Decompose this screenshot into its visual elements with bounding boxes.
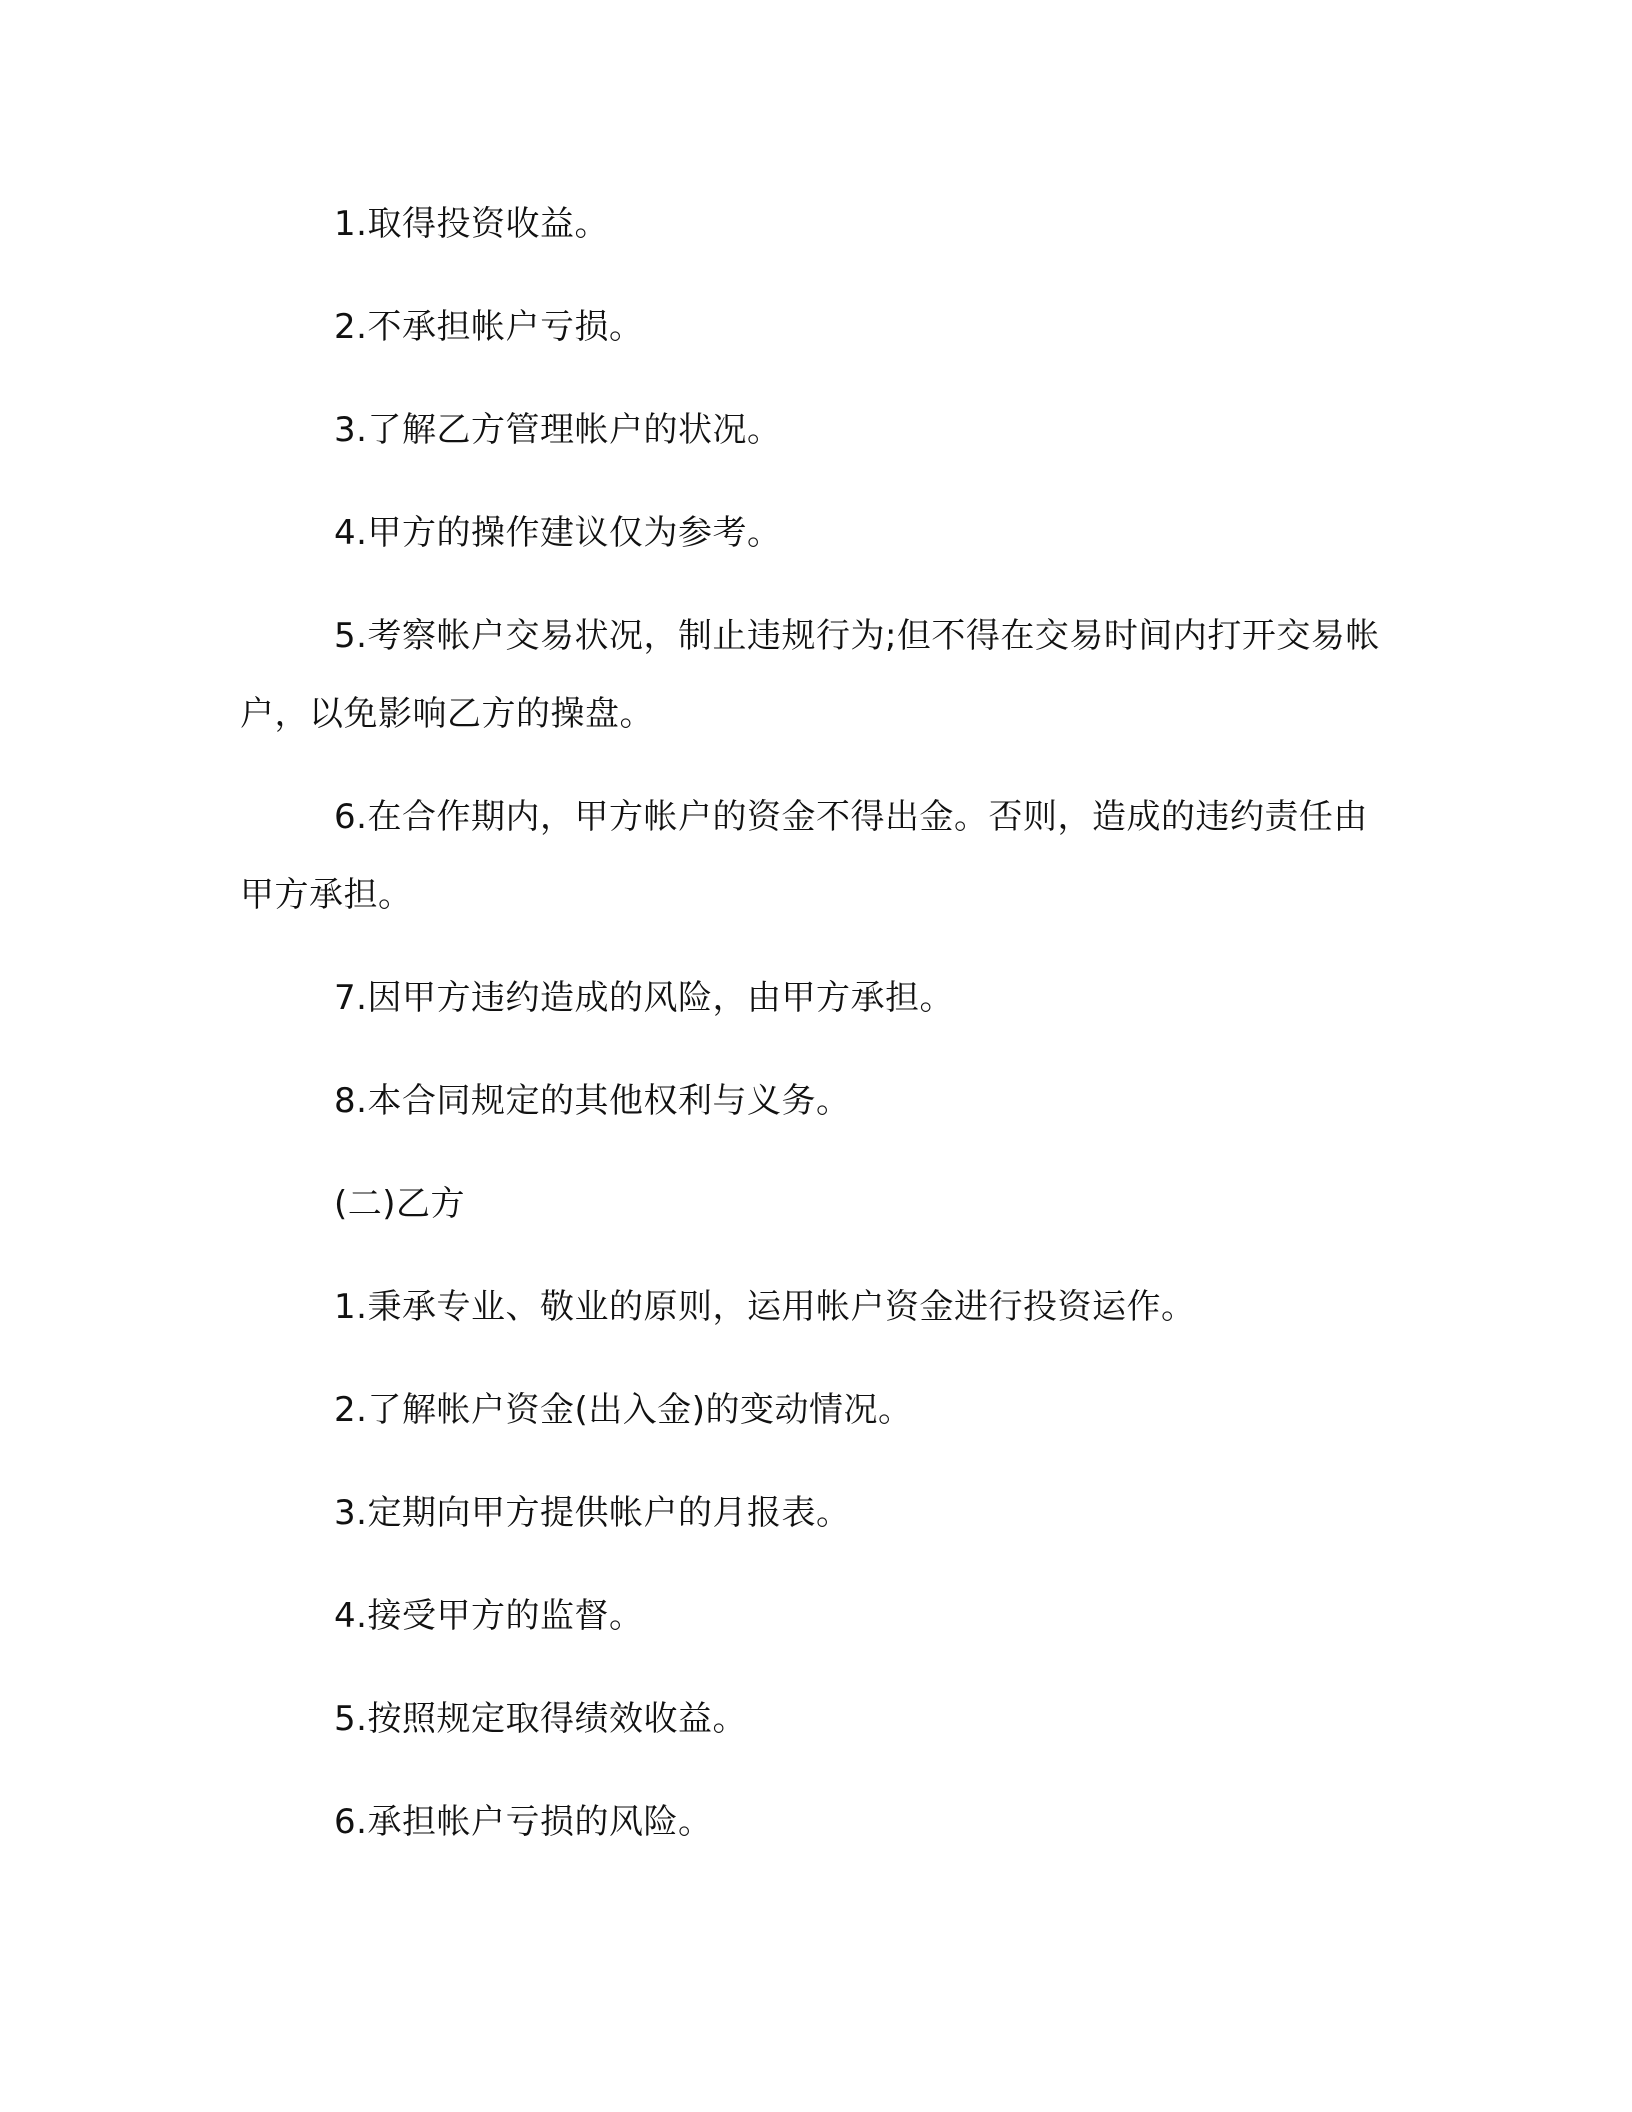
paragraph-party-a-7: 7.因甲方违约造成的风险，由甲方承担。 (334, 978, 954, 1018)
document-body (240, 185, 1390, 1886)
paragraph-party-b-2: 2.了解帐户资金(出入金)的变动情况。 (334, 1390, 913, 1430)
paragraph-party-b-5: 5.按照规定取得绩效收益。 (334, 1699, 747, 1739)
paragraph-party-a-4: 4.甲方的操作建议仅为参考。 (334, 513, 782, 553)
section-heading-party-b: (二)乙方 (334, 1184, 466, 1224)
paragraph-party-b-3: 3.定期向甲方提供帐户的月报表。 (334, 1493, 851, 1533)
paragraph-party-a-2: 2.不承担帐户亏损。 (334, 307, 644, 347)
paragraph-party-b-1: 1.秉承专业、敬业的原则，运用帐户资金进行投资运作。 (334, 1287, 1196, 1327)
paragraph-party-a-3: 3.了解乙方管理帐户的状况。 (334, 410, 782, 450)
paragraph-party-a-1: 1.取得投资收益。 (334, 204, 609, 244)
paragraph-party-a-5: 5.考察帐户交易状况，制止违规行为;但不得在交易时间内打开交易帐户，以免影响乙方的操盘。 (240, 616, 1380, 734)
paragraph-party-b-4: 4.接受甲方的监督。 (334, 1596, 644, 1636)
paragraph-party-a-6: 6.在合作期内，甲方帐户的资金不得出金。否则，造成的违约责任由甲方承担。 (240, 797, 1368, 915)
paragraph-party-a-8: 8.本合同规定的其他权利与义务。 (334, 1081, 851, 1121)
paragraph-party-b-6: 6.承担帐户亏损的风险。 (334, 1802, 713, 1842)
